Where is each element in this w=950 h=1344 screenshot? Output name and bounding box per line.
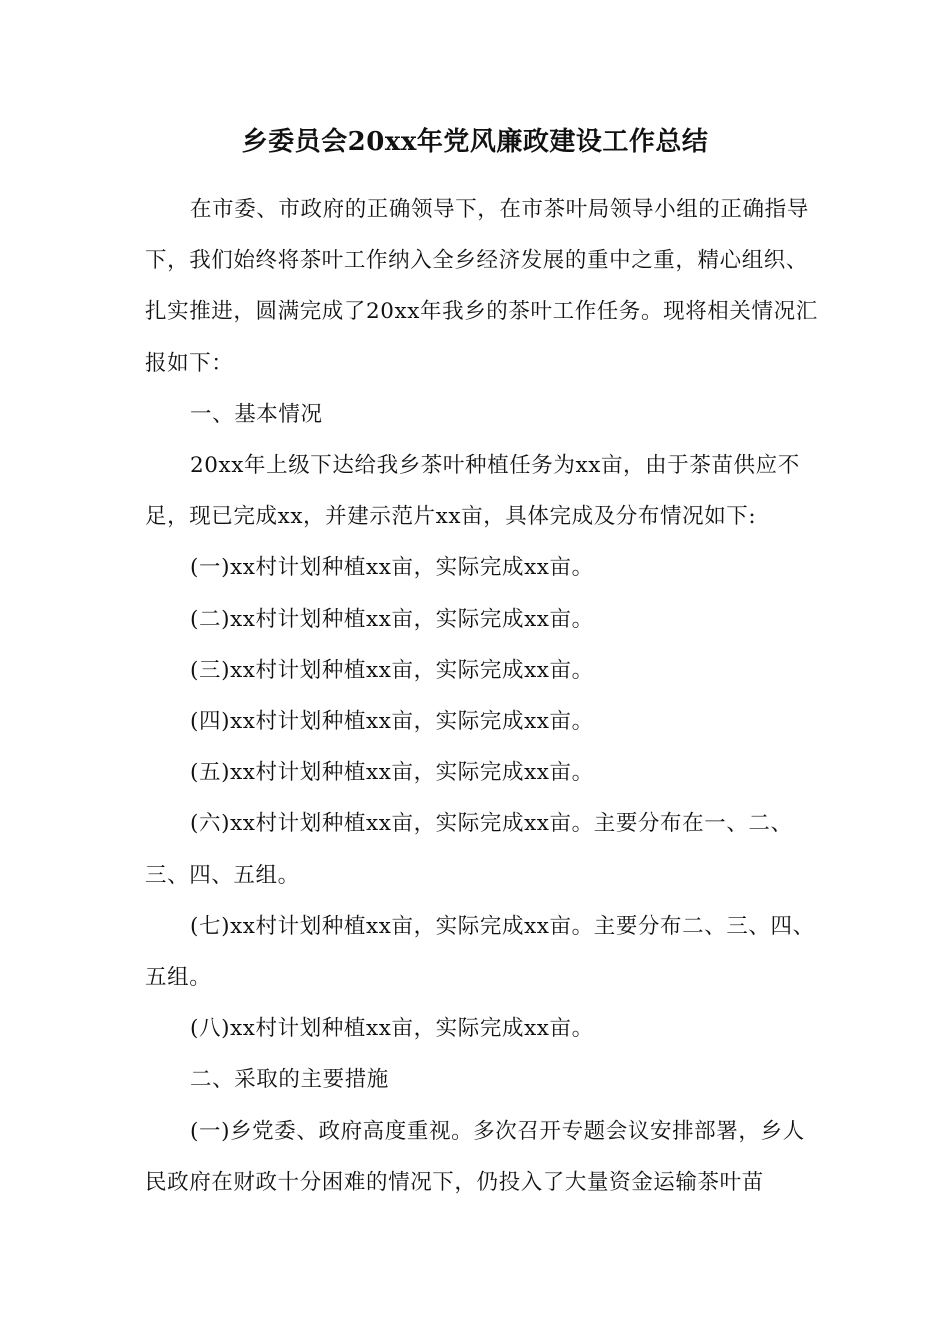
document-body	[145, 184, 820, 1208]
section-heading-basic-situation: 一、基本情况	[190, 401, 323, 427]
list-item-village-3: (三)xx村计划种植xx亩，实际完成xx亩。	[190, 657, 594, 683]
paragraph-measure-1: (一)乡党委、政府高度重视。多次召开专题会议安排部署，乡人民政府在财政十分困难的情况下，仍投入了大量资金运输茶叶苗	[145, 1118, 805, 1195]
list-item-village-4: (四)xx村计划种植xx亩，实际完成xx亩。	[190, 709, 594, 735]
section-heading-main-measures: 二、采取的主要措施	[190, 1067, 389, 1093]
list-item-village-8: (八)xx村计划种植xx亩，实际完成xx亩。	[190, 1016, 594, 1042]
list-item-village-7: (七)xx村计划种植xx亩，实际完成xx亩。主要分布二、三、四、五组。	[145, 913, 815, 991]
list-item-village-2: (二)xx村计划种植xx亩，实际完成xx亩。	[190, 606, 594, 632]
list-item-village-1: (一)xx村计划种植xx亩，实际完成xx亩。	[190, 555, 594, 581]
document-title: 乡委员会20xx年党风廉政建设工作总结	[241, 127, 709, 157]
paragraph-planting-task: 20xx年上级下达给我乡茶叶种植任务为xx亩，由于茶苗供应不足，现已完成xx，并建示范片xx亩，具体完成及分布情况如下:	[145, 453, 800, 530]
list-item-village-5: (五)xx村计划种植xx亩，实际完成xx亩。	[190, 760, 594, 786]
list-item-village-6: (六)xx村计划种植xx亩，实际完成xx亩。主要分布在一、二、三、四、五组。	[145, 811, 793, 888]
paragraph-intro: 在市委、市政府的正确领导下，在市茶叶局领导小组的正确指导下，我们始终将茶叶工作纳入全乡经济发展的重中之重，精心组织、扎实推进，圆满完成了20xx年我乡的茶叶工作任务。现将相关情况汇报如下：	[145, 197, 818, 376]
